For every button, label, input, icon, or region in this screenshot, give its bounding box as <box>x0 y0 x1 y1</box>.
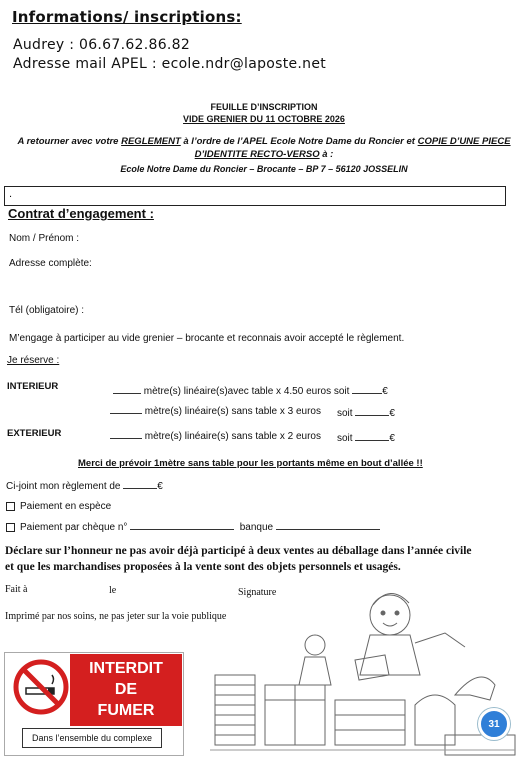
contact-email: Adresse mail APEL : ecole.ndr@laposte.net <box>13 56 327 72</box>
bank-field[interactable] <box>276 529 380 530</box>
declaration-line-1: Déclare sur l’honneur ne pas avoir déjà participé à deux ventes au déballage dans l’année civile <box>5 545 472 557</box>
meters-field-3[interactable] <box>110 438 142 439</box>
done-at-label: Fait à <box>5 584 28 595</box>
engagement-text: M’engage à participer au vide grenier – brocante et reconnais avoir accepté le règlement. <box>9 333 405 344</box>
instructions-line-1: A retourner avec votre REGLEMENT à l’ordre de l’APEL Ecole Notre Dame du Roncier et COPIE D’UNE PIECE <box>17 136 511 147</box>
tel-label: Tél (obligatoire) : <box>9 305 85 316</box>
no-smoking-caption: Dans l’ensemble du complexe <box>22 728 162 748</box>
reserve-label: Je réserve : <box>7 355 60 366</box>
calendar-icon: 31 <box>478 708 510 740</box>
notes-box[interactable] <box>4 186 506 206</box>
child-body <box>360 635 420 675</box>
return-address: Ecole Notre Dame du Roncier – Brocante – BP 7 – 56120 JOSSELIN <box>120 164 408 174</box>
pay-check-row: Paiement par chèque n° banque <box>6 522 380 533</box>
date-label: le <box>109 585 117 596</box>
instructions-line-2: D’IDENTITE RECTO-VERSO à : <box>194 149 334 160</box>
pay-cash-row: Paiement en espèce <box>6 501 111 512</box>
reserve-row-3-total: soit € <box>337 433 395 444</box>
cash-checkbox[interactable] <box>6 502 15 511</box>
check-number-field[interactable] <box>130 529 234 530</box>
payment-amount-field[interactable] <box>123 488 157 489</box>
meters-field-2[interactable] <box>110 413 142 414</box>
crate <box>335 700 405 745</box>
form-title: FEUILLE D’INSCRIPTION <box>210 102 318 112</box>
portant-notice: Merci de prévoir 1mètre sans table pour les portants même en bout d’allée !! <box>78 458 423 469</box>
brocante-sketch-illustration <box>205 585 523 757</box>
reserve-row-1: mètre(s) linéaire(s)avec table x 4.50 euros soit € <box>113 386 388 397</box>
no-smoking-icon <box>12 658 70 716</box>
box-mark: . <box>9 188 13 200</box>
form-subtitle: VIDE GRENIER DU 11 OCTOBRE 2026 <box>183 114 345 124</box>
reserve-row-2: mètre(s) linéaire(s) sans table x 3 euros <box>110 406 321 417</box>
check-checkbox[interactable] <box>6 523 15 532</box>
declaration-line-2: et que les marchandises proposées à la vente sont des objets personnels et usagés. <box>5 561 401 573</box>
no-smoking-text: INTERDIT DE FUMER <box>70 654 182 726</box>
contract-title: Contrat d’engagement : <box>8 206 154 221</box>
reserve-row-3: mètre(s) linéaire(s) sans table x 2 euros <box>110 431 321 442</box>
payment-amount-row: Ci-joint mon règlement de € <box>6 481 163 492</box>
doll-head <box>305 635 325 655</box>
total-field-3[interactable] <box>355 440 389 441</box>
name-label: Nom / Prénom : <box>9 233 80 244</box>
total-field-2[interactable] <box>355 415 389 416</box>
address-label: Adresse complète: <box>9 258 92 269</box>
meters-field-1[interactable] <box>113 393 141 394</box>
interior-label: INTERIEUR <box>7 381 59 392</box>
printed-note: Imprimé par nos soins, ne pas jeter sur la voie publique <box>5 611 227 622</box>
signature-label: Signature <box>238 587 277 598</box>
exterior-label: EXTERIEUR <box>7 428 62 439</box>
teapot <box>415 695 455 745</box>
info-title: Informations/ inscriptions: <box>12 8 242 26</box>
reserve-row-2-total: soit € <box>337 408 395 419</box>
rocking-horse <box>455 677 495 700</box>
total-field-1[interactable] <box>352 393 382 394</box>
contact-phone: Audrey : 06.67.62.86.82 <box>13 37 191 53</box>
